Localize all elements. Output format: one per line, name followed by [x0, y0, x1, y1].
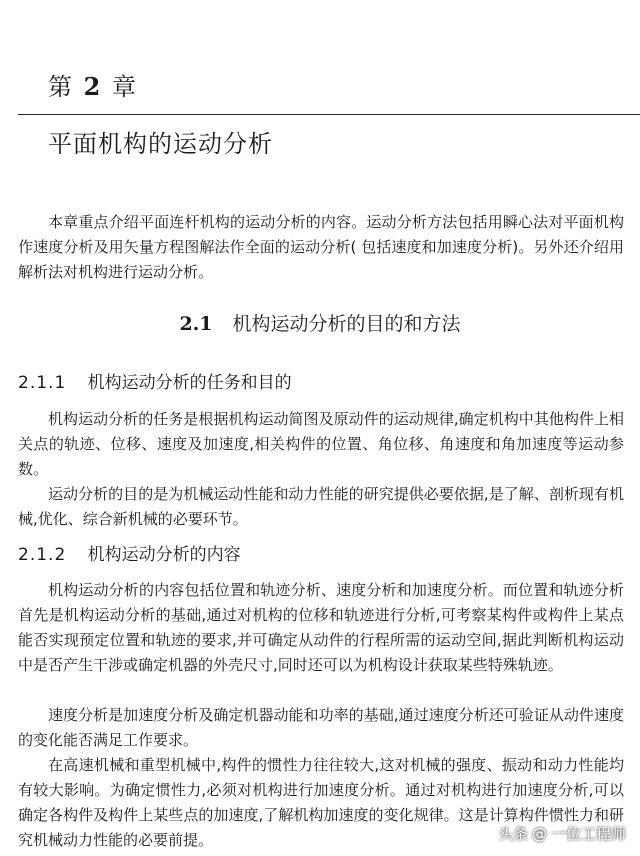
- subsection-heading-2: [18, 542, 241, 568]
- watermark-account: 一位工程师: [550, 825, 626, 843]
- paragraph-velocity: 速度分析是加速度分析及确定机器动能和功率的基础,通过速度分析还可验证从动件速度的变化能否满足工作要求。: [18, 706, 624, 749]
- paragraph-acceleration: 在高速机械和重型机械中,构件的惯性力往往较大,这对机械的强度、振动和动力性能均有较大影响。为确定惯性力,必须对机构进行加速度分析。通过对机构进行加速度分析,可以确定各构件及构件上某些点的加速度,了解机构加速度的变化规律。这是计算构件惯性力和研究机械动力性能的必要前提。: [18, 756, 624, 849]
- at-icon: @: [531, 824, 547, 843]
- chapter-label: [48, 72, 138, 102]
- chapter-divider: [18, 114, 640, 115]
- subsection-title-1: 机构运动分析的任务和目的: [87, 373, 292, 393]
- paragraph-task: 机构运动分析的任务是根据机构运动简图及原动件的运动规律,确定机构中其他构件上相关点的轨迹、位移、速度及加速度,相关构件的位置、角位移、角速度和角加速度等运动参数。: [18, 410, 624, 478]
- chapter-number: 2: [83, 72, 103, 101]
- watermark: [498, 823, 626, 844]
- chapter-label-suffix: 章: [111, 73, 138, 101]
- subsection-title-2: 机构运动分析的内容: [87, 545, 241, 565]
- subsection-heading-1: [18, 370, 292, 396]
- section-title: 机构运动分析的目的和方法: [232, 313, 461, 335]
- section-heading: [0, 310, 640, 338]
- watermark-platform: 头条: [497, 825, 528, 843]
- section-number: 2.1: [179, 313, 213, 335]
- subsection-number-1: 2.1.1: [18, 373, 67, 393]
- paragraph-content: 机构运动分析的内容包括位置和轨迹分析、速度分析和加速度分析。而位置和轨迹分析首先是机构运动分析的基础,通过对机构的位移和轨迹进行分析,可考察某构件或构件上某点能否实现预定位置和轨迹的要求,并可确定从动件的行程所需的运动空间,据此判断机构运动中是否产生干涉或确定机器的外壳尺寸,同时还可以为机构设计获取某些特殊轨迹。: [18, 581, 624, 674]
- chapter-label-prefix: 第: [48, 73, 74, 101]
- paragraph-purpose: 运动分析的目的是为机械运动性能和动力性能的研究提供必要依据,是了解、剖析现有机械,优化、综合新机械的必要环节。: [18, 485, 624, 528]
- intro-paragraph: 本章重点介绍平面连杆机构的运动分析的内容。运动分析方法包括用瞬心法对平面机构作速度分析及用矢量方程图解法作全面的运动分析( 包括速度和加速度分析)。另外还介绍用解析法对机构进行运动分析。: [18, 213, 624, 281]
- subsection-number-2: 2.1.2: [18, 545, 67, 565]
- chapter-title: 平面机构的运动分析: [48, 130, 273, 158]
